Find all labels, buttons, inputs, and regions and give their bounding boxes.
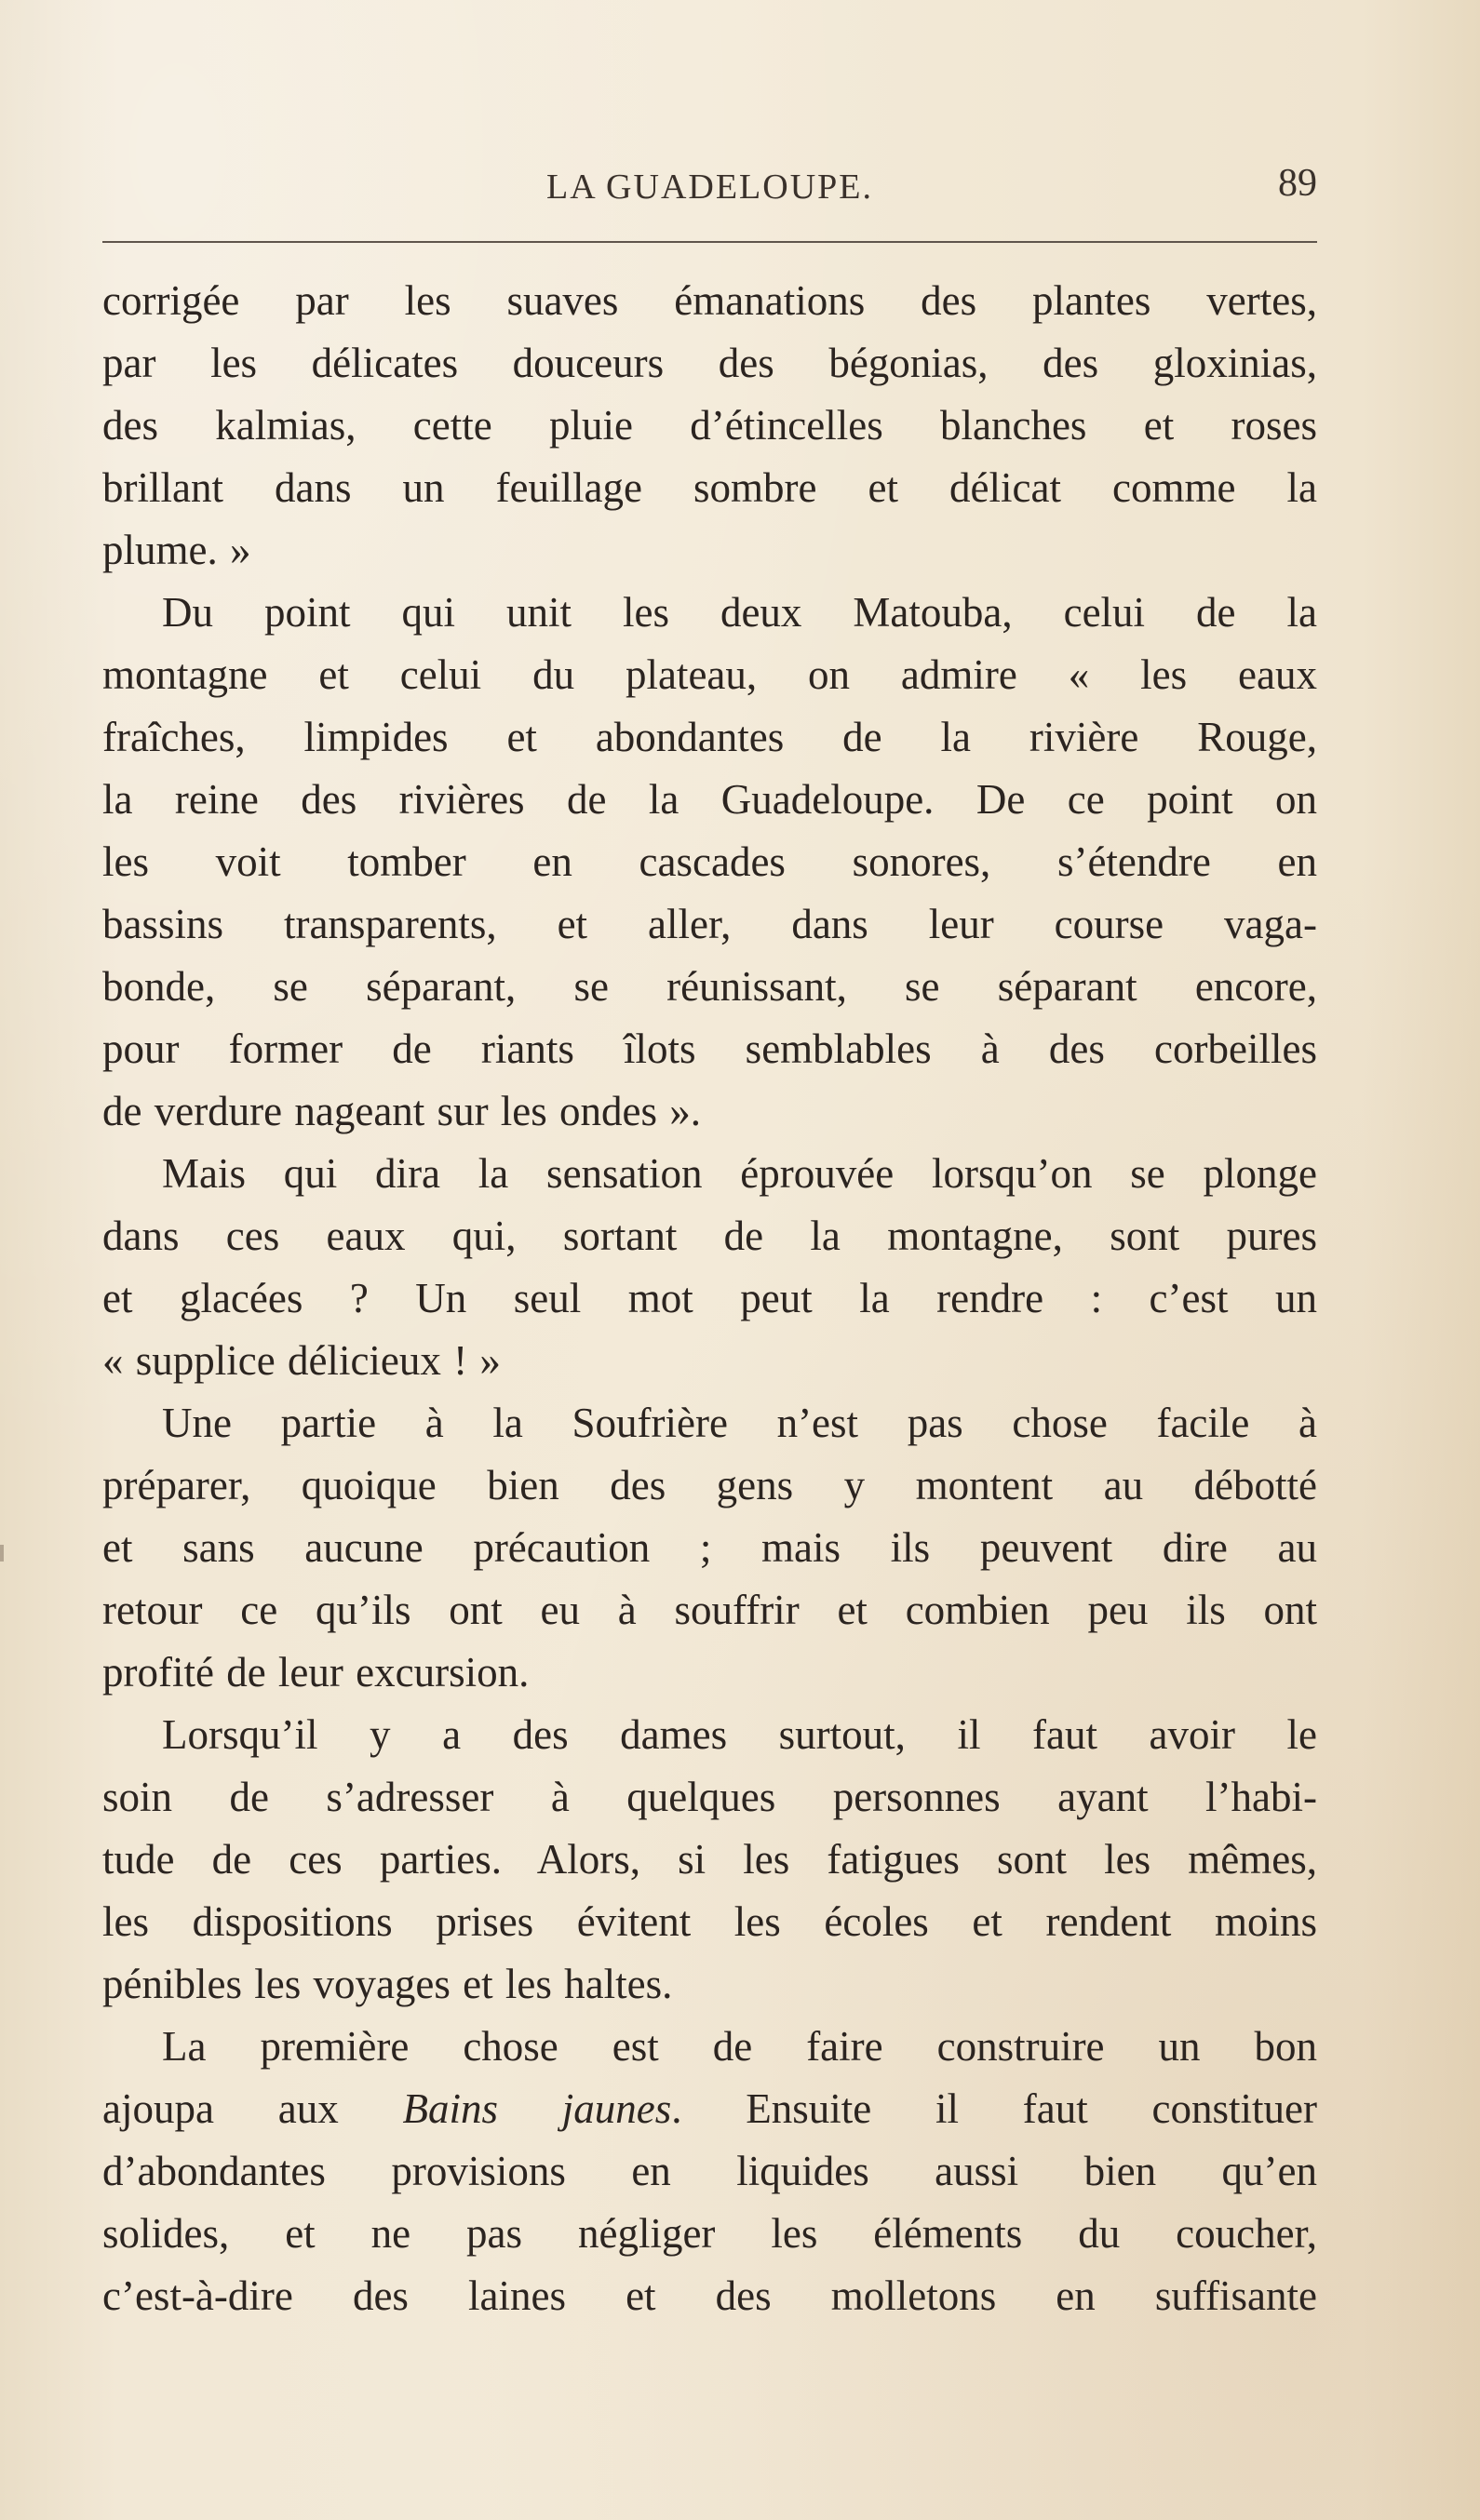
text-segment: . Ensuite il faut constituer: [671, 2085, 1317, 2132]
italic-place-name: Bains jaunes: [402, 2085, 672, 2132]
text-line: d’abondantes provisions en liquides aussi bien qu’en: [102, 2148, 1317, 2194]
body-text: [102, 270, 1317, 2327]
paragraph-end-line: pénibles les voyages et les haltes.: [102, 1961, 673, 2007]
text-line: par les délicates douceurs des bégonias, des gloxinias,: [102, 340, 1317, 386]
text-line: les voit tomber en cascades sonores, s’étendre en: [102, 838, 1317, 885]
text-line: bonde, se séparant, se réunissant, se séparant encore,: [102, 963, 1317, 1010]
text-line: des kalmias, cette pluie d’étincelles blanches et roses: [102, 402, 1317, 449]
text-line: et glacées ? Un seul mot peut la rendre : c’est un: [102, 1275, 1317, 1321]
text-line: soin de s’adresser à quelques personnes ayant l’habi-: [102, 1774, 1317, 1820]
header-rule: [102, 241, 1317, 243]
text-line: pour former de riants îlots semblables à des corbeilles: [102, 1025, 1317, 1072]
text-line: fraîches, limpides et abondantes de la rivière Rouge,: [102, 714, 1317, 760]
text-line: brillant dans un feuillage sombre et délicat comme la: [102, 464, 1317, 511]
text-line: retour ce qu’ils ont eu à souffrir et combien peu ils ont: [102, 1587, 1317, 1633]
text-segment: ajoupa aux: [102, 2085, 403, 2132]
paper-edge-mark: [0, 1545, 4, 1562]
text-line: solides, et ne pas négliger les éléments du coucher,: [102, 2210, 1317, 2257]
text-line: et sans aucune précaution ; mais ils peuvent dire au: [102, 1524, 1317, 1571]
text-line: préparer, quoique bien des gens y montent au débotté: [102, 1462, 1317, 1508]
paragraph-first-line: Une partie à la Soufrière n’est pas chose facile à: [162, 1400, 1317, 1446]
paragraph-first-line: Mais qui dira la sensation éprouvée lorsqu’on se plonge: [162, 1150, 1317, 1197]
page-header: [102, 154, 1317, 219]
running-head: LA GUADELOUPE.: [546, 168, 873, 207]
text-line: bassins transparents, et aller, dans leur course vaga-: [102, 901, 1317, 947]
text-line: la reine des rivières de la Guadeloupe. De ce point on: [102, 776, 1317, 823]
paragraph-first-line: Du point qui unit les deux Matouba, celui de la: [162, 589, 1317, 636]
paragraph-first-line: La première chose est de faire construire un bon: [162, 2023, 1317, 2070]
text-line: les dispositions prises évitent les écoles et rendent moins: [102, 1898, 1317, 1945]
text-line: c’est-à-dire des laines et des molletons en suffisante: [102, 2272, 1317, 2319]
paragraph-first-line: Lorsqu’il y a des dames surtout, il faut avoir le: [162, 1711, 1317, 1758]
text-line: corrigée par les suaves émanations des plantes vertes,: [102, 277, 1317, 324]
paragraph-end-line: plume. »: [102, 527, 251, 573]
paragraph-end-line: profité de leur excursion.: [102, 1649, 530, 1696]
text-line: montagne et celui du plateau, on admire « les eaux: [102, 651, 1317, 698]
text-line: tude de ces parties. Alors, si les fatigues sont les mêmes,: [102, 1836, 1317, 1883]
text-line: dans ces eaux qui, sortant de la montagne, sont pures: [102, 1213, 1317, 1259]
text-line-with-italic: [102, 2078, 1317, 2140]
paragraph-end-line: « supplice délicieux ! »: [102, 1337, 501, 1384]
page-number: 89: [1278, 162, 1317, 205]
paragraph-end-line: de verdure nageant sur les ondes ».: [102, 1088, 702, 1134]
